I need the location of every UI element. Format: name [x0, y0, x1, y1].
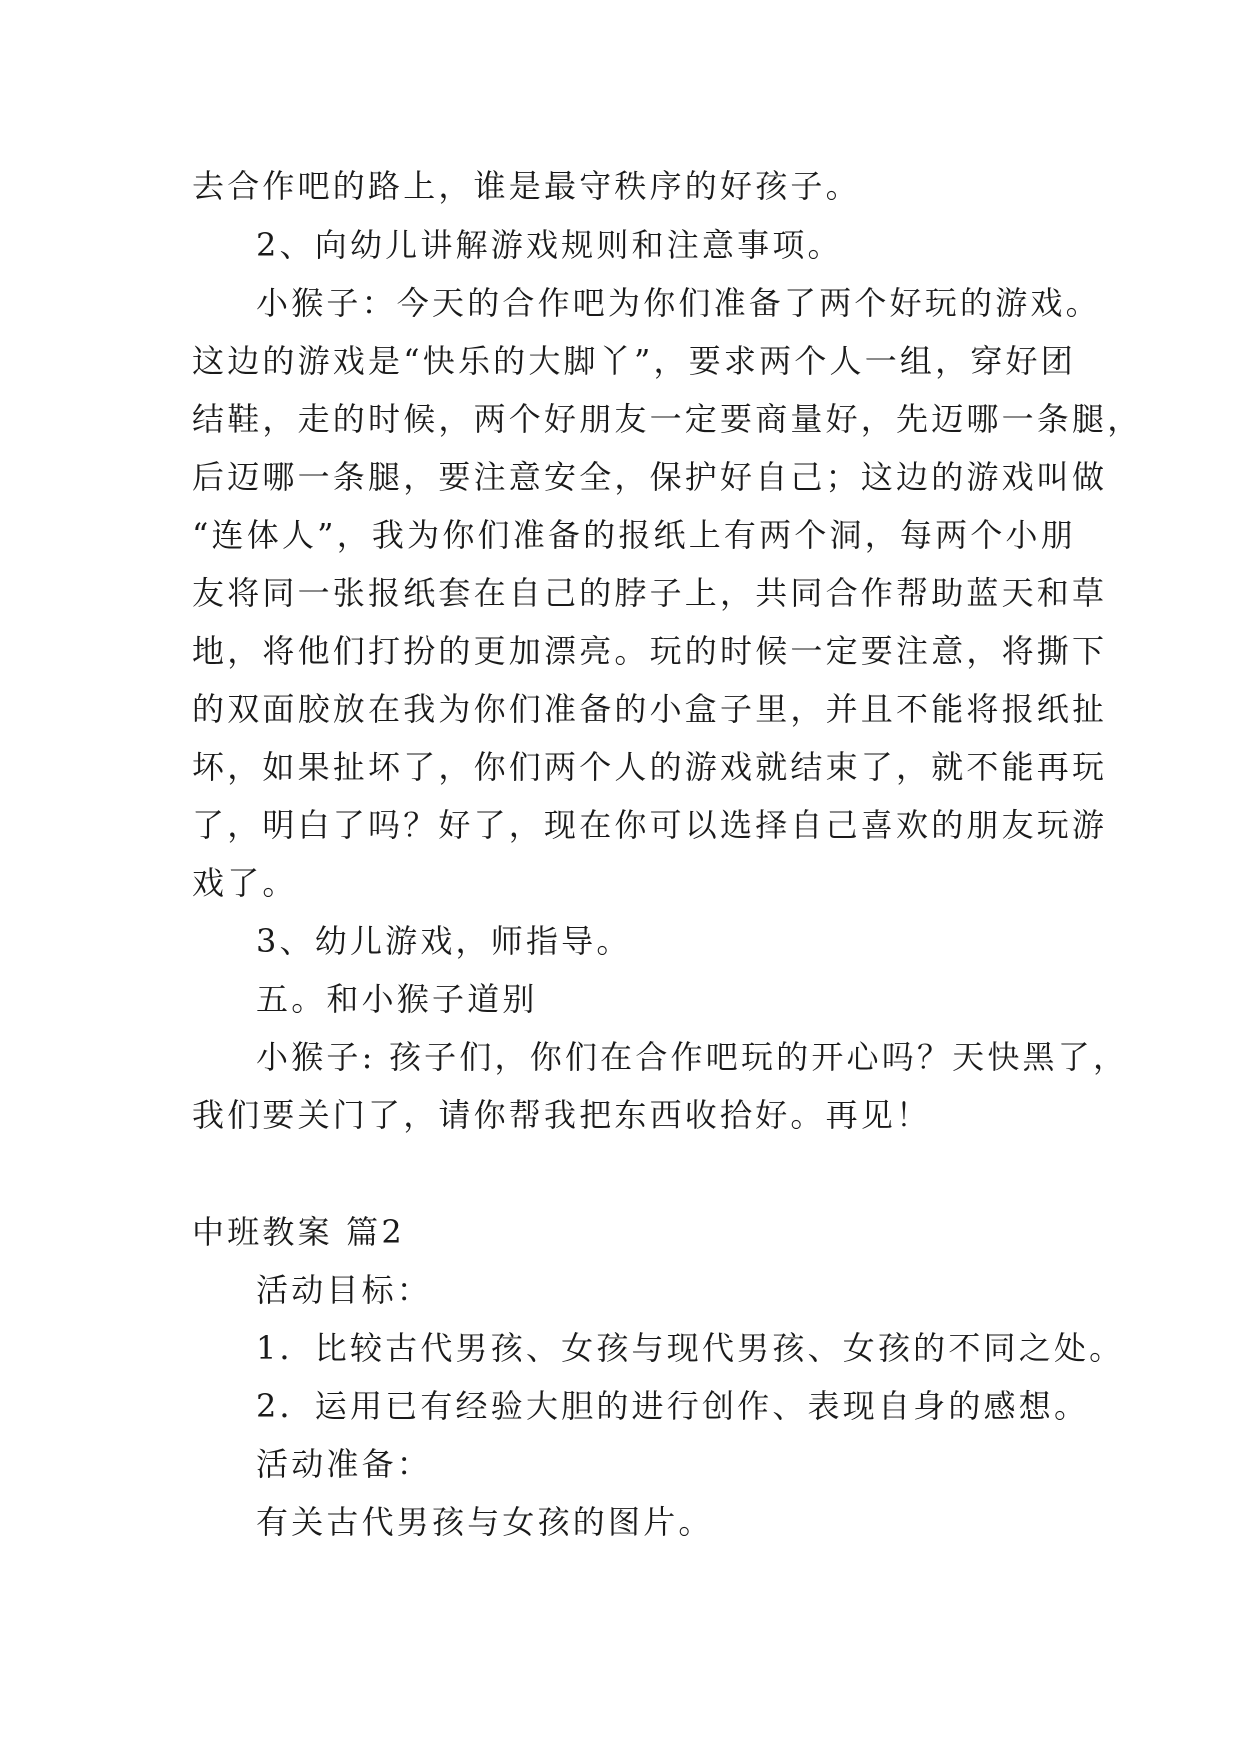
- paragraph-line: 友将同一张报纸套在自己的脖子上，共同合作帮助蓝天和草: [192, 574, 1108, 612]
- paragraph-line: 我们要关门了，请你帮我把东西收拾好。再见！: [192, 1096, 932, 1134]
- list-item: 2、向幼儿讲解游戏规则和注意事项。: [256, 226, 843, 264]
- section-heading: 活动准备：: [256, 1445, 433, 1483]
- paragraph-line: 去合作吧的路上，谁是最守秩序的好孩子。: [192, 167, 861, 205]
- list-item: 2．运用已有经验大胆的进行创作、表现自身的感想。: [256, 1387, 1090, 1425]
- paragraph-line: 坏，如果扯坏了，你们两个人的游戏就结束了，就不能再玩: [192, 748, 1108, 786]
- paragraph-line: 结鞋，走的时候，两个好朋友一定要商量好，先迈哪一条腿，: [192, 400, 1143, 438]
- paragraph-line: 戏了。: [192, 864, 298, 902]
- paragraph-line: 小猴子：今天的合作吧为你们准备了两个好玩的游戏。: [256, 284, 1101, 322]
- paragraph-line: “连体人”，我为你们准备的报纸上有两个洞，每两个小朋: [192, 516, 1076, 554]
- article-title: 中班教案 篇2: [192, 1213, 405, 1251]
- paragraph-line: 小猴子: 孩子们，你们在合作吧玩的开心吗？天快黑了，: [256, 1038, 1129, 1076]
- section-heading: 活动目标：: [256, 1271, 433, 1309]
- section-heading: 五。和小猴子道别: [256, 980, 538, 1018]
- list-item: 3、幼儿游戏，师指导。: [256, 922, 632, 960]
- paragraph-line: 的双面胶放在我为你们准备的小盒子里，并且不能将报纸扯: [192, 690, 1108, 728]
- paragraph-line: 有关古代男孩与女孩的图片。: [256, 1503, 714, 1541]
- paragraph-line: 后迈哪一条腿，要注意安全，保护好自己；这边的游戏叫做: [192, 458, 1108, 496]
- paragraph-line: 这边的游戏是“快乐的大脚丫”，要求两个人一组，穿好团: [192, 342, 1076, 380]
- paragraph-line: 了，明白了吗？好了，现在你可以选择自己喜欢的朋友玩游: [192, 806, 1108, 844]
- list-item: 1．比较古代男孩、女孩与现代男孩、女孩的不同之处。: [256, 1329, 1125, 1367]
- paragraph-line: 地，将他们打扮的更加漂亮。玩的时候一定要注意，将撕下: [192, 632, 1108, 670]
